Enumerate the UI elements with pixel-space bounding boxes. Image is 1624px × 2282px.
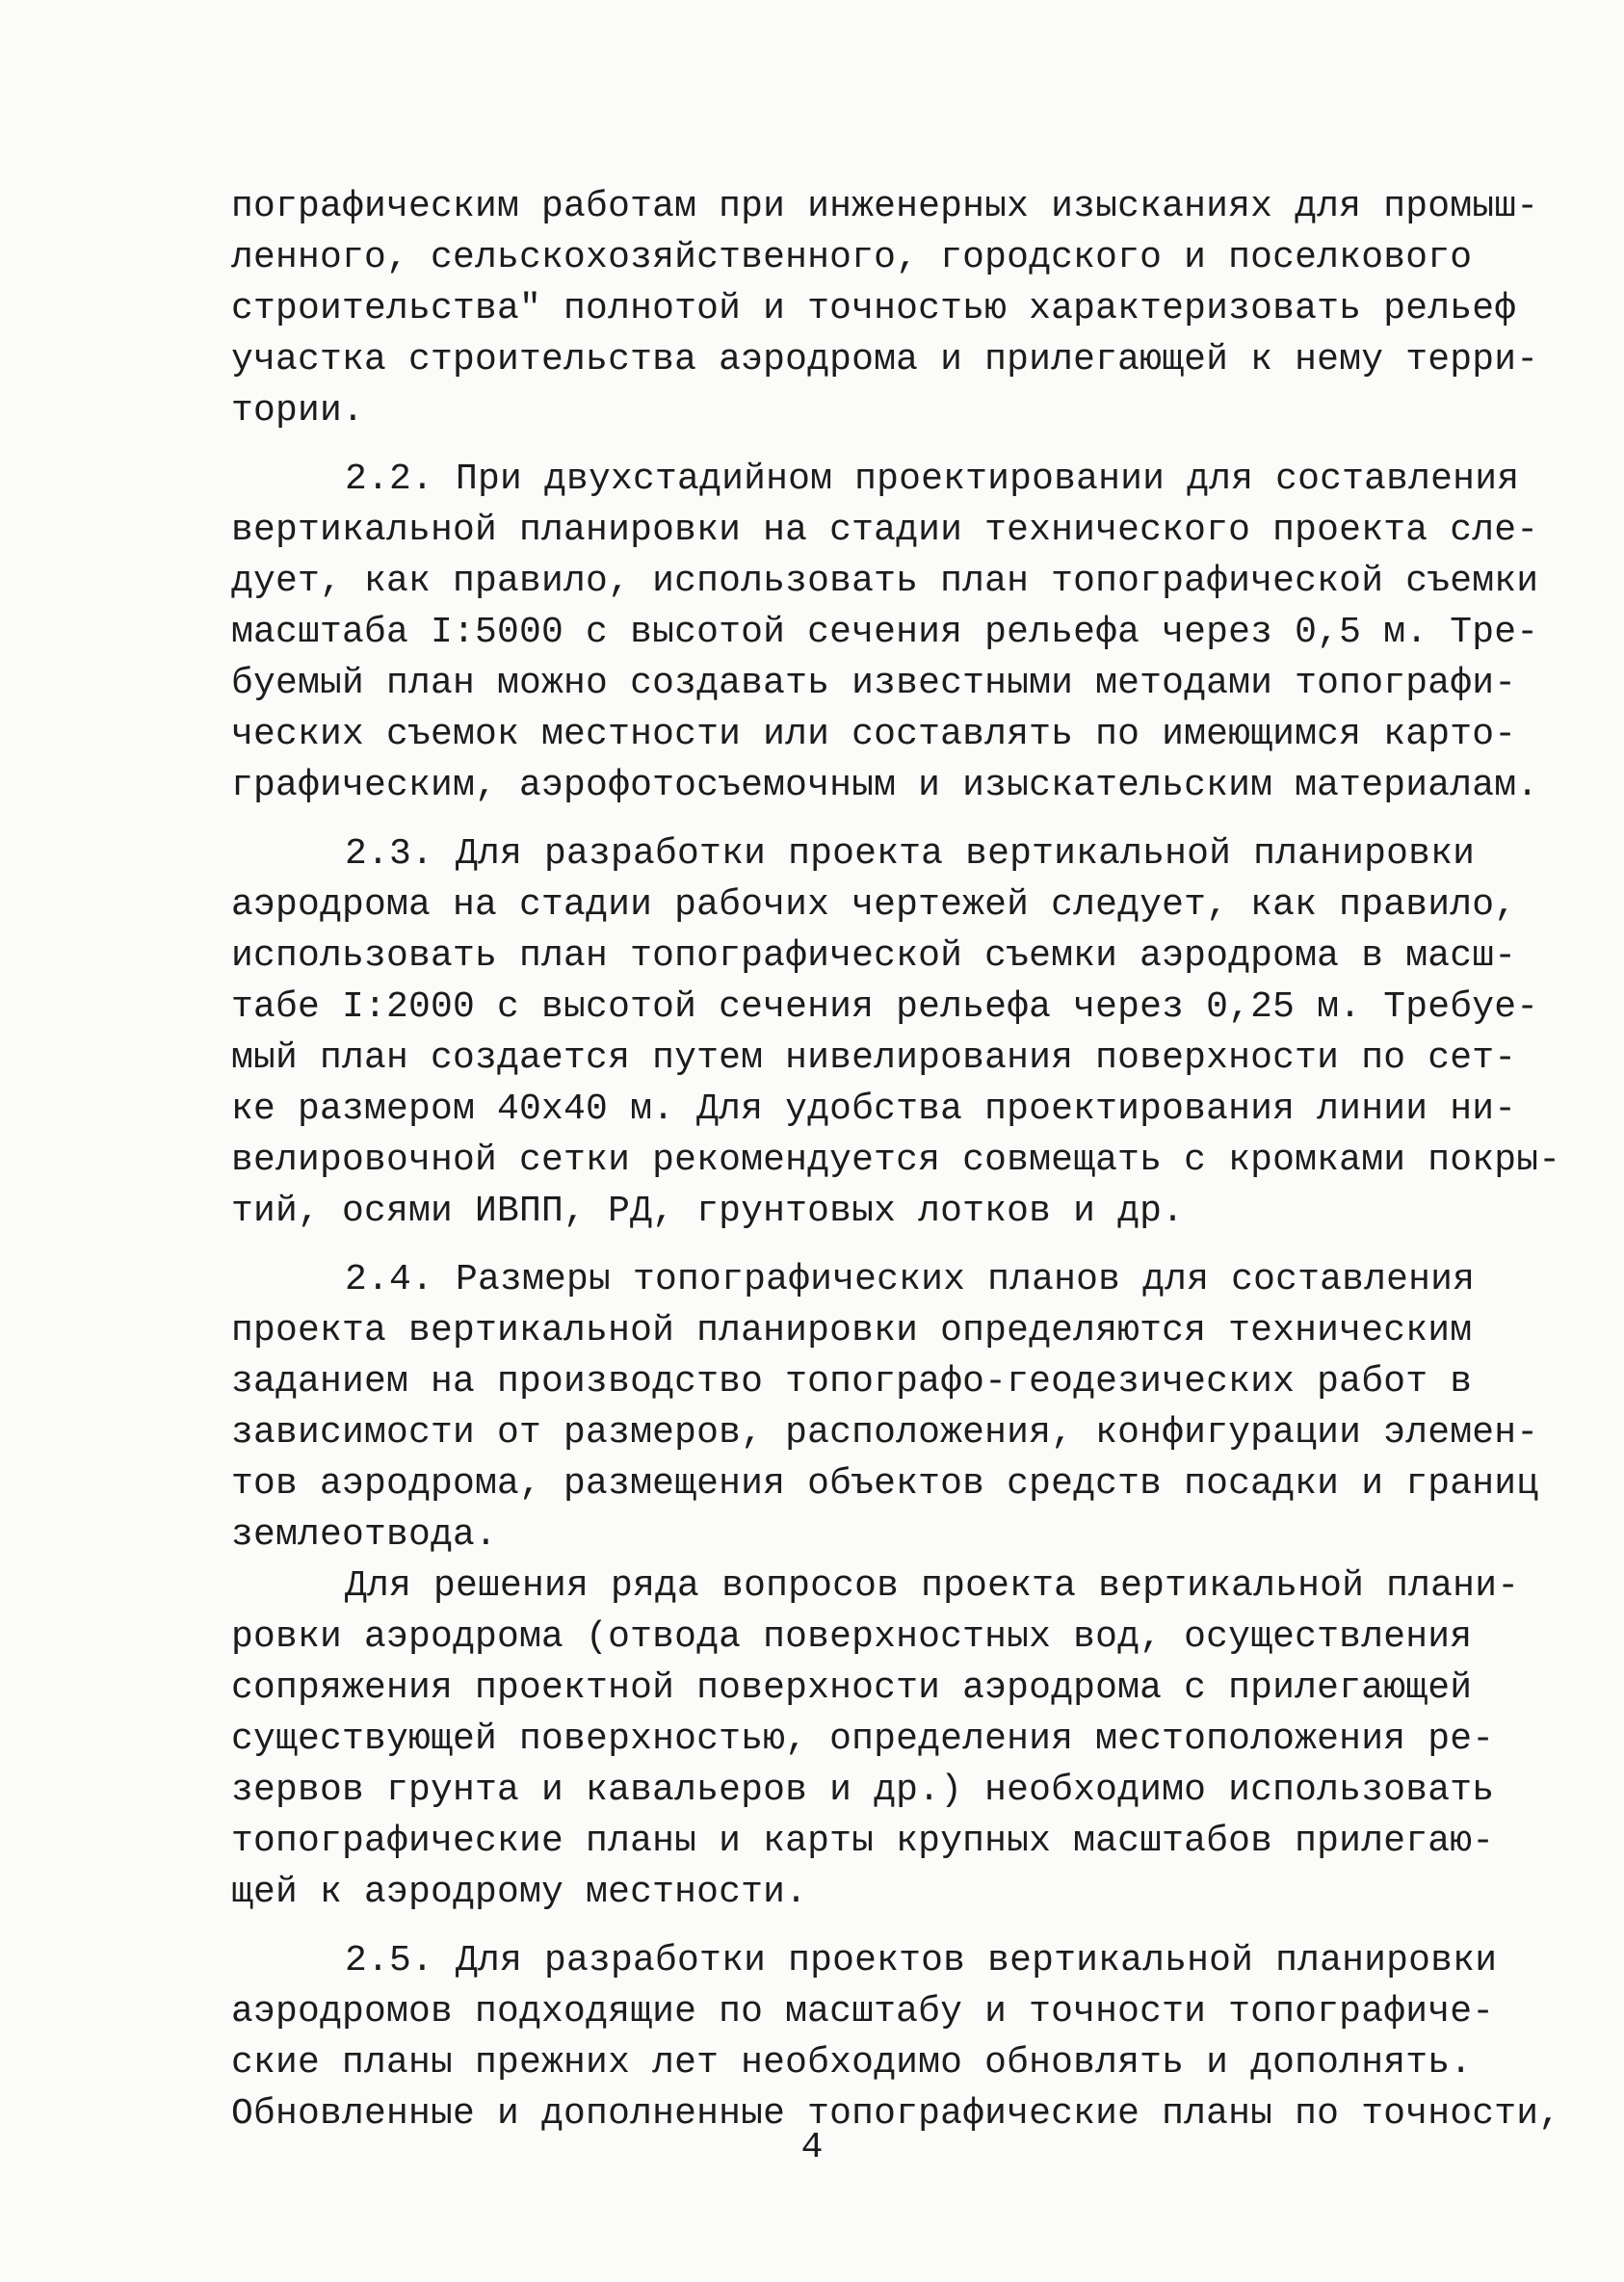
text-line: пографическим работам при инженерных изысканиях для промыш-	[231, 186, 1539, 227]
text-line: ленного, сельскохозяйственного, городского и поселкового	[231, 237, 1473, 278]
text-line: тий, осями ИВПП, РД, грунтовых лотков и др.	[231, 1191, 1185, 1232]
text-line: щей к аэродрому местности.	[231, 1872, 808, 1913]
text-line: зависимости от размеров, расположения, конфигурации элемен-	[231, 1412, 1539, 1454]
text-line: 2.2. При двухстадийном проектировании для составления	[345, 459, 1520, 500]
document-body	[231, 181, 1561, 2139]
text-line: 2.4. Размеры топографических планов для составления	[345, 1259, 1476, 1300]
text-line: графическим, аэрофотосъемочным и изыскательским материалам.	[231, 765, 1539, 806]
text-line: зервов грунта и кавальеров и др.) необходимо использовать	[231, 1770, 1495, 1811]
text-line: масштаба I:5000 с высотой сечения рельефа через 0,5 м. Тре-	[231, 612, 1539, 653]
text-line: ческих съемок местности или составлять по имеющимся карто-	[231, 714, 1517, 755]
text-line: аэродрома на стадии рабочих чертежей следует, как правило,	[231, 884, 1517, 926]
paragraph-2-2	[231, 454, 1539, 811]
text-line: использовать план топографической съемки аэродрома в масш-	[231, 935, 1517, 977]
text-line: мый план создается путем нивелирования поверхности по сет-	[231, 1037, 1517, 1079]
text-line: вертикальной планировки на стадии технического проекта сле-	[231, 510, 1539, 551]
text-line: тов аэродрома, размещения объектов средств посадки и границ	[231, 1463, 1539, 1505]
text-line: аэродромов подходящие по масштабу и точности топографиче-	[231, 1991, 1495, 2033]
text-line: сопряжения проектной поверхности аэродрома с прилегающей	[231, 1667, 1473, 1709]
paragraph-2-4	[231, 1254, 1539, 1561]
text-line: топографические планы и карты крупных масштабов прилегаю-	[231, 1821, 1495, 1862]
paragraph-2-5	[231, 1935, 1561, 2139]
text-line: заданием на производство топографо-геодезических работ в	[231, 1361, 1473, 1403]
text-line: проекта вертикальной планировки определяются техническим	[231, 1310, 1473, 1351]
text-line: участка строительства аэродрома и прилегающей к нему терри-	[231, 339, 1539, 380]
paragraph-2-4-continued	[231, 1561, 1520, 1918]
text-line: 2.5. Для разработки проектов вертикальной планировки	[345, 1940, 1498, 1981]
text-line: строительства" полнотой и точностью характеризовать рельеф	[231, 288, 1517, 329]
text-line: существующей поверхностью, определения местоположения ре-	[231, 1718, 1495, 1760]
text-line: ские планы прежних лет необходимо обновлять и дополнять.	[231, 2042, 1473, 2084]
page-number: 4	[800, 2127, 824, 2168]
paragraph-2-3	[231, 828, 1561, 1237]
paragraph-intro	[231, 181, 1539, 436]
text-line: буемый план можно создавать известными методами топографи-	[231, 663, 1517, 704]
text-line: велировочной сетки рекомендуется совмещать с кромками покры-	[231, 1140, 1561, 1181]
text-line: ровки аэродрома (отвода поверхностных вод, осуществления	[231, 1616, 1473, 1658]
text-line: ке размером 40х40 м. Для удобства проектирования линии ни-	[231, 1089, 1517, 1130]
text-line: Для решения ряда вопросов проекта вертикальной плани-	[345, 1565, 1520, 1607]
text-line: 2.3. Для разработки проекта вертикальной планировки	[345, 833, 1476, 875]
text-line: тории.	[231, 390, 365, 432]
text-line: табе I:2000 с высотой сечения рельефа через 0,25 м. Требуе-	[231, 986, 1539, 1028]
text-line: дует, как правило, использовать план топографической съемки	[231, 561, 1539, 602]
text-line: землеотвода.	[231, 1514, 498, 1556]
text-line: Обновленные и дополненные топографические планы по точности,	[231, 2093, 1561, 2135]
